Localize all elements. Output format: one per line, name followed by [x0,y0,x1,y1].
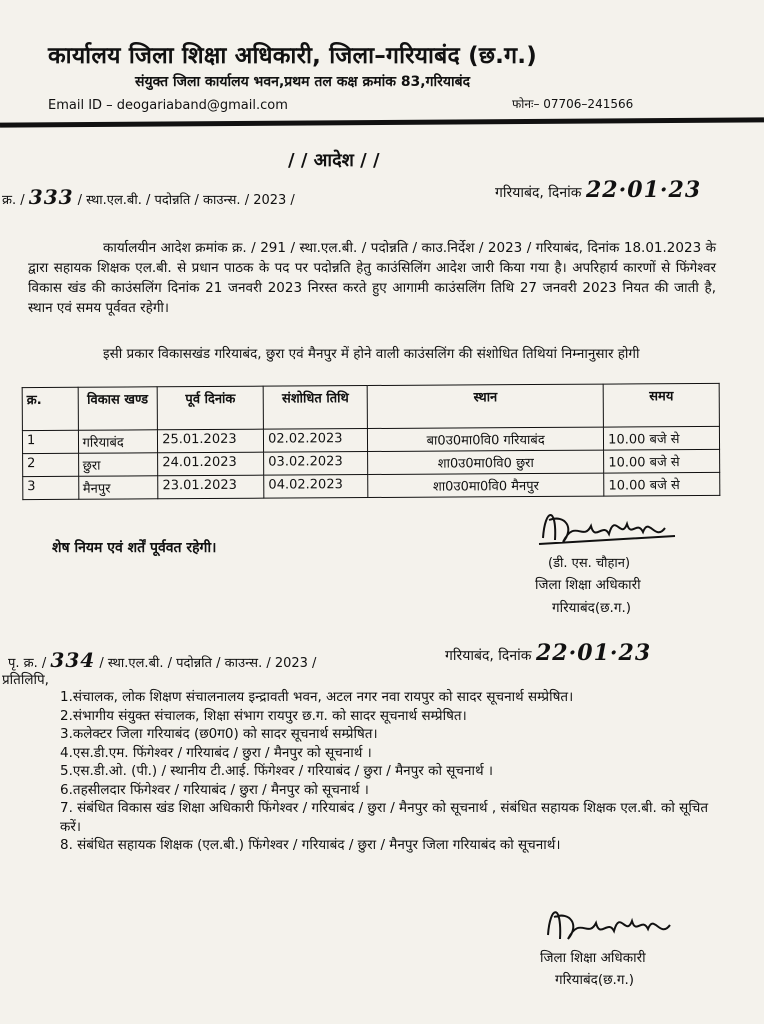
col-header-venue: स्थान [367,384,603,428]
cell-previous-date: 25.01.2023 [158,429,264,453]
list-item: 3.कलेक्टर जिला गरियाबंद (छ0ग0) को सादर सूचनार्थ सम्प्रेषित। [60,726,378,742]
table-header-row [22,383,719,430]
col-header-revised-date: संशोधित तिथि [263,386,367,430]
endorsement-signatory-designation: जिला शिक्षा अधिकारी [540,950,646,966]
endorsement-ref-number: 334 [50,648,96,672]
signatory-location: गरियाबंद(छ.ग.) [552,600,632,616]
order-ref-number: 333 [28,185,74,209]
closing-remark: शेष नियम एवं शर्तें पूर्ववत रहेगी। [52,540,217,556]
list-item: 2.संभागीय संयुक्त संचालक, शिक्षा संभाग रायपुर छ.ग. को सादर सूचनार्थ सम्प्रेषित। [60,707,467,724]
order-place-date-label: गरियाबंद, दिनांक [495,185,582,201]
order-paragraph-2: इसी प्रकार विकासखंड गरियाबंद, छुरा एवं मैनपुर में होने वाली काउंसलिंग की संशोधित तिथियां निम्नानुसार होगी [103,346,640,362]
col-header-time: समय [603,383,719,427]
cell-revised-date: 02.02.2023 [264,429,368,453]
cell-block: मैनपुर [78,476,158,499]
cell-time: 10.00 बजे से [604,449,720,473]
header-divider [0,117,764,127]
endorsement-reference [8,648,316,672]
order-heading: / / आदेश / / [288,150,380,171]
cell-serial: 1 [22,430,78,453]
col-header-previous-date: पूर्व दिनांक [157,386,263,430]
signatory-designation: जिला शिक्षा अधिकारी [535,577,641,593]
signature-2 [540,895,680,953]
order-date: 22·01·23 [585,177,702,203]
list-item: 4.एस.डी.एम. फिंगेश्वर / गरियाबंद / छुरा / मैनपुर को सूचनार्थ । [60,744,372,761]
cell-block: गरियाबंद [78,430,158,453]
cell-previous-date: 24.01.2023 [158,452,264,476]
cell-previous-date: 23.01.2023 [158,475,264,499]
order-date-line [495,177,701,203]
signatory-name: (डी. एस. चौहान) [548,556,631,571]
signature-1 [535,498,685,556]
order-reference [2,185,295,209]
order-ref-suffix: / स्था.एल.बी. / पदोन्नति / काउन्स. / 2023 / [77,193,295,208]
office-title: कार्यालय जिला शिक्षा अधिकारी, जिला–गरियाबंद (छ.ग.) [48,43,537,69]
email-line: Email ID – deogariaband@gmail.com [48,98,288,113]
endorsement-ref-suffix: / स्था.एल.बी. / पदोन्नति / काउन्स. / 2023 / [99,656,317,671]
cell-venue: शा0उ0मा0वि0 मैनपुर [368,473,604,497]
office-address: संयुक्त जिला कार्यालय भवन,प्रथम तल कक्ष क्रमांक 83,गरियाबंद [135,74,471,90]
cell-time: 10.00 बजे से [604,472,720,496]
copy-to-label: प्रतिलिपि, [2,672,49,688]
cell-revised-date: 03.02.2023 [264,452,368,476]
schedule-table [22,383,721,500]
endorsement-date-line [445,640,651,666]
endorsement-ref-prefix: पृ. क्र. / [8,656,47,671]
table-row [23,472,720,499]
list-item: 8. संबंधित सहायक शिक्षक (एल.बी.) फिंगेश्वर / गरियाबंद / छुरा / मैनपुर जिला गरियाबंद को सूचनार्थ। [60,837,561,853]
copy-to-list [60,688,730,855]
list-item: 1.संचालक, लोक शिक्षण संचालनालय इन्द्रावती भवन, अटल नगर नवा रायपुर को सादर सूचनार्थ सम्प्रेषित। [60,689,574,705]
cell-serial: 3 [23,476,79,499]
cell-revised-date: 04.02.2023 [264,475,368,499]
list-item: 6.तहसीलदार फिंगेश्वर / गरियाबंद / छुरा / मैनपुर को सूचनार्थ । [60,781,369,798]
endorsement-signatory-location: गरियाबंद(छ.ग.) [555,972,635,988]
list-item: 7. संबंधित विकास खंड शिक्षा अधिकारी फिंगेश्वर / गरियाबंद / छुरा / मैनपुर को सूचनार्थ , संबंधित सहायक शिक्षक एल.बी. को सूचित करें। [60,800,709,835]
endorsement-date: 22·01·23 [535,640,652,666]
endorsement-place-date-label: गरियाबंद, दिनांक [445,648,532,664]
cell-block: छुरा [78,453,158,476]
cell-time: 10.00 बजे से [604,426,720,450]
phone-line: फोनः– 07706–241566 [512,97,634,111]
order-paragraph-1: कार्यालयीन आदेश क्रमांक क्र. / 291 / स्था.एल.बी. / पदोन्नति / काउ.निर्देश / 2023 / गरियाबंद, दिनांक 18.01.2023 के द्वारा सहायक शिक्षक एल.बी. से प्रधान पाठक के पद पर पदोन्नति हेतु काउंसिलिंग आदेश जारी किया गया है। अपरिहार्य कारणों से फिंगेश्वर विकास खंड की काउंसलिंग दिनांक 21 जनवरी 2023 निरस्त करते हुए आगामी काउंसलिंग तिथि 27 जनवरी 2023 नियत की जाती है, स्थान एवं समय पूर्ववत रहेगी। [28,240,716,316]
cell-venue: बा0उ0मा0वि0 गरियाबंद [368,427,604,451]
cell-serial: 2 [23,453,79,476]
cell-venue: शा0उ0मा0वि0 छुरा [368,450,604,474]
list-item: 5.एस.डी.ओ. (पी.) / स्थानीय टी.आई. फिंगेश्वर / गरियाबंद / छुरा / मैनपुर को सूचनार्थ । [60,763,493,779]
order-ref-prefix: क्र. / [2,193,25,208]
col-header-block: विकास खण्ड [78,387,158,430]
col-header-serial: क्र. [22,387,78,430]
